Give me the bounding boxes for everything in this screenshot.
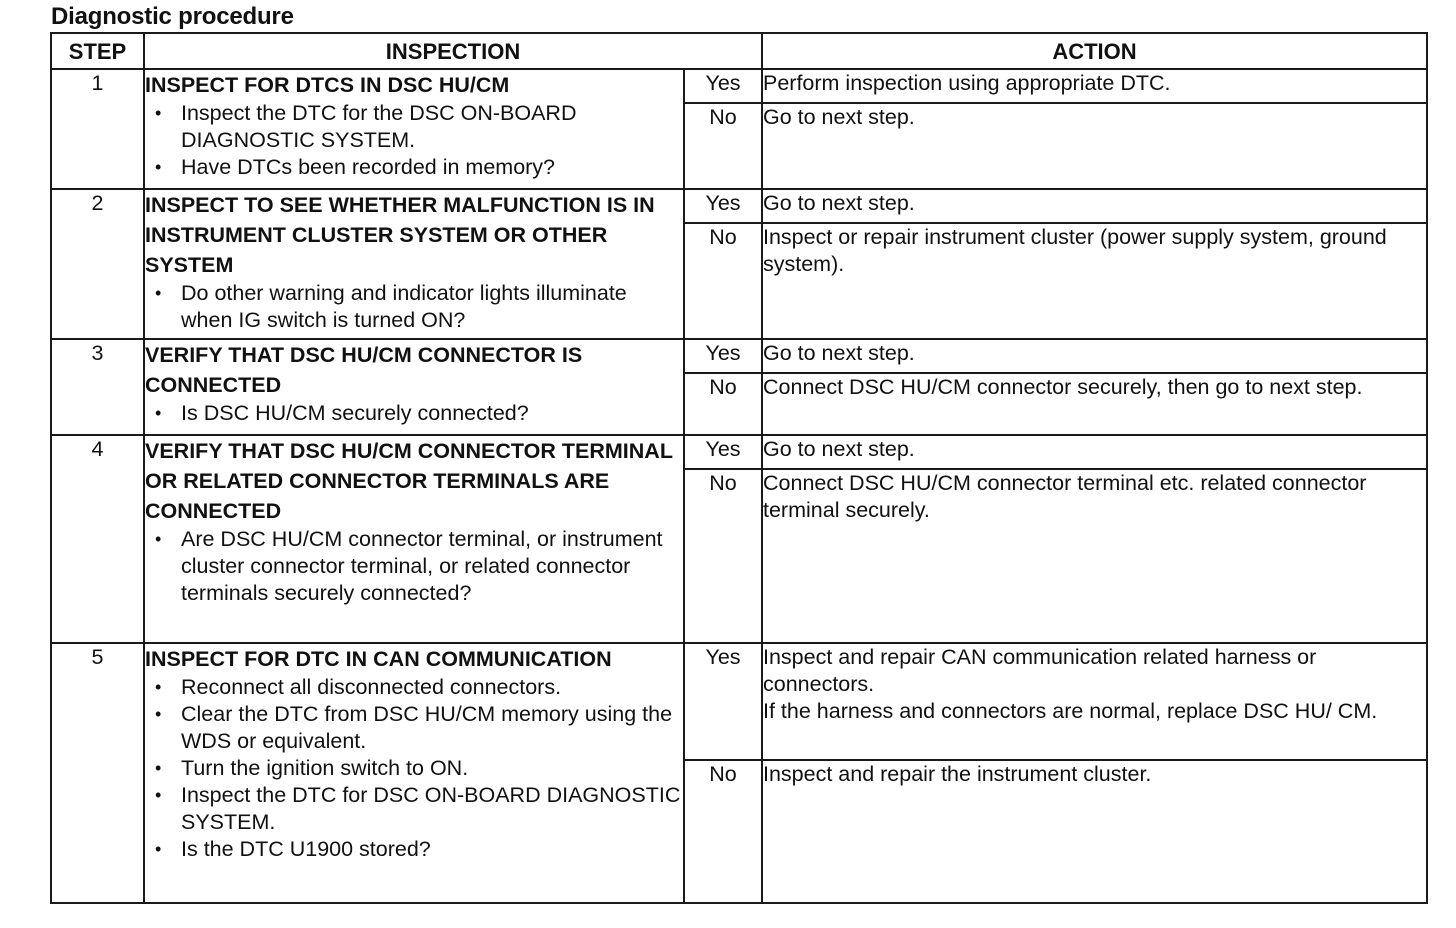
inspection-item: • Is the DTC U1900 stored? — [181, 836, 683, 863]
action-text: Go to next step. — [763, 191, 915, 215]
step-number: 5 — [51, 643, 144, 903]
no-action — [762, 760, 1427, 903]
action-text: Go to next step. — [763, 341, 915, 365]
no-label: No — [684, 469, 762, 643]
inspection-item: • Is DSC HU/CM securely connected? — [181, 400, 683, 427]
inspection-item: • Reconnect all disconnected connectors. — [181, 674, 683, 701]
inspection-cell — [144, 339, 684, 435]
table-row — [51, 435, 1427, 469]
inspection-items — [145, 400, 683, 427]
inspection-items — [145, 526, 683, 607]
action-text: If the harness and connectors are normal, replace DSC HU/ CM. — [763, 699, 1378, 723]
yes-label: Yes — [684, 69, 762, 103]
action-text: Perform inspection using appropriate DTC. — [763, 71, 1171, 95]
inspection-items — [145, 280, 683, 334]
action-text: Inspect and repair the instrument cluster. — [763, 762, 1152, 786]
table-row — [51, 189, 1427, 223]
inspection-heading: INSPECT FOR DTC IN CAN COMMUNICATION — [145, 647, 612, 671]
inspection-header: INSPECTION — [144, 33, 762, 69]
yes-action — [762, 435, 1427, 469]
procedure-body — [51, 69, 1427, 903]
table-row — [51, 643, 1427, 760]
inspection-item: • Are DSC HU/CM connector terminal, or instrument cluster connector terminal, or related connector terminals securely connected? — [181, 526, 683, 607]
action-header: ACTION — [762, 33, 1427, 69]
inspection-item: • Have DTCs been recorded in memory? — [181, 154, 683, 181]
action-text: Inspect or repair instrument cluster (power supply system, ground system). — [763, 225, 1387, 276]
yes-action — [762, 189, 1427, 223]
header-row — [51, 33, 1427, 69]
yes-label: Yes — [684, 435, 762, 469]
yes-label: Yes — [684, 339, 762, 373]
inspection-item: • Do other warning and indicator lights illuminate when IG switch is turned ON? — [181, 280, 683, 334]
inspection-cell — [144, 435, 684, 643]
diagnostic-procedure-table — [50, 32, 1428, 904]
no-action — [762, 469, 1427, 643]
no-action — [762, 223, 1427, 339]
yes-action — [762, 339, 1427, 373]
inspection-item: • Clear the DTC from DSC HU/CM memory using the WDS or equivalent. — [181, 701, 683, 755]
table-row — [51, 339, 1427, 373]
action-text: Go to next step. — [763, 437, 915, 461]
inspection-item: • Inspect the DTC for DSC ON-BOARD DIAGNOSTIC SYSTEM. — [181, 782, 683, 836]
no-label: No — [684, 223, 762, 339]
step-header: STEP — [51, 33, 144, 69]
yes-label: Yes — [684, 643, 762, 760]
inspection-item: • Inspect the DTC for the DSC ON-BOARD DIAGNOSTIC SYSTEM. — [181, 100, 683, 154]
action-text: Connect DSC HU/CM connector terminal etc. related connector terminal securely. — [763, 471, 1367, 522]
yes-label: Yes — [684, 189, 762, 223]
step-number: 1 — [51, 69, 144, 189]
step-number: 4 — [51, 435, 144, 643]
inspection-items — [145, 674, 683, 863]
step-number: 2 — [51, 189, 144, 339]
action-text: Connect DSC HU/CM connector securely, then go to next step. — [763, 375, 1363, 399]
inspection-heading: VERIFY THAT DSC HU/CM CONNECTOR IS CONNECTED — [145, 343, 583, 397]
no-label: No — [684, 373, 762, 435]
no-action — [762, 373, 1427, 435]
inspection-cell — [144, 643, 684, 903]
no-label: No — [684, 103, 762, 189]
inspection-heading: INSPECT TO SEE WHETHER MALFUNCTION IS IN INSTRUMENT CLUSTER SYSTEM OR OTHER SYSTEM — [145, 193, 655, 277]
page-title: Diagnostic procedure — [51, 3, 294, 30]
inspection-cell — [144, 69, 684, 189]
step-number: 3 — [51, 339, 144, 435]
inspection-heading: INSPECT FOR DTCS IN DSC HU/CM — [145, 73, 510, 97]
action-text: Go to next step. — [763, 105, 915, 129]
inspection-heading: VERIFY THAT DSC HU/CM CONNECTOR TERMINAL OR RELATED CONNECTOR TERMINALS ARE CONNECTED — [145, 439, 673, 523]
no-action — [762, 103, 1427, 189]
yes-action — [762, 69, 1427, 103]
inspection-items — [145, 100, 683, 181]
table-row — [51, 69, 1427, 103]
yes-action — [762, 643, 1427, 760]
no-label: No — [684, 760, 762, 903]
action-text: Inspect and repair CAN communication related harness or connectors. — [763, 645, 1317, 696]
inspection-cell — [144, 189, 684, 339]
inspection-item: • Turn the ignition switch to ON. — [181, 755, 683, 782]
